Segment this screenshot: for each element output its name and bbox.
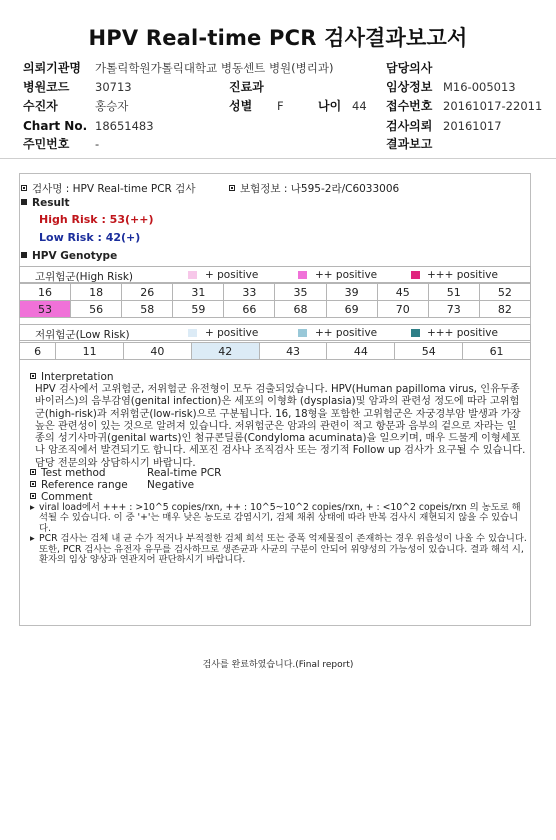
genotype-cell: 6 (20, 343, 56, 360)
genotype-cell: 33 (224, 284, 275, 301)
filled-square-bullet-icon (21, 199, 27, 205)
legend-plus3: +++ positive (427, 327, 498, 339)
chart-no-label: Chart No. (23, 119, 88, 133)
genotype-cell: 82 (479, 301, 530, 318)
legend-swatch-plus3 (411, 329, 420, 337)
genotype-cell: 56 (71, 301, 122, 318)
genotype-cell: 16 (20, 284, 71, 301)
doctor-label: 담당의사 (386, 61, 433, 75)
legend-plus3: +++ positive (427, 269, 498, 281)
low-risk-table (19, 342, 531, 360)
genotype-cell: 66 (224, 301, 275, 318)
legend-swatch-plus (188, 329, 197, 337)
sex-value: F (277, 99, 284, 113)
table-row (20, 284, 531, 301)
genotype-cell: 58 (122, 301, 173, 318)
table-row (20, 301, 531, 318)
genotype-cell: 45 (377, 284, 428, 301)
genotype-cell: 51 (428, 284, 479, 301)
genotype-cell: 40 (124, 343, 192, 360)
low-risk-title: 저위험군(Low Risk) (35, 329, 130, 341)
clinical-info-label: 임상정보 (386, 80, 433, 94)
high-risk-title: 고위험군(High Risk) (35, 271, 133, 283)
high-risk-header (19, 266, 531, 283)
receipt-label: 접수번호 (386, 99, 433, 113)
reference-value: Negative (147, 479, 195, 491)
reference-row (30, 479, 128, 491)
institution-value: 가톨릭학원가톨릭대학교 병동센트 병원(병리과) (95, 61, 334, 75)
interpretation-heading-text: Interpretation (41, 371, 114, 383)
chart-no-value: 18651483 (95, 119, 154, 133)
test-name (21, 181, 195, 196)
insurance-info (229, 181, 399, 196)
comment-text-2: PCR 검사는 검체 내 균 수가 적거나 부적절한 검체 희석 또는 중폭 억제물질이 존재하는 경우 위음성이 나올 수 있습니다. 또한, PCR 검사는 유전자 유무를 검사하므로 생존균과 사균의 구분이 안되어 위양성의 가능성이 있습니다. 결과 해석 시, 환자의 임상 양상과 연관지어 판단하시기 바랍니다. (39, 533, 527, 566)
square-bullet-icon (30, 373, 36, 379)
genotype-cell: 70 (377, 301, 428, 318)
interpretation-body: HPV 검사에서 고위험군, 저위험군 유전형이 모두 검출되었습니다. HPV(Human papilloma virus, 인유두종 바이러스)의 음부감염(genital infection)은 세포의 이형화 (dysplasia)및 암과의 관련성 정도에 따라 고위험군(high-risk)과 저위험군(low-risk)으로 구분됩니다. 16, 18형을 포함한 고위험군은 자궁경부암 발생과 가장 높은 관련성이 있는 것으로 알려져 있습니다. 저위험군은 암과의 관련이 적고 항문과 음부의 겉으로 자라는 일종의 성기사마귀(genital warts)인 첨규콘딜롬(Condyloma acuminata)을 일으키며, 매우 드물게 이형세포나 암조직에서 발견되기도 합니다. 세포진 검사나 조직검사 또는 정기적 Follow up 검사가 요구될 수 있습니다. 담당 전문의와 상담하시기 바랍니다. (35, 384, 526, 469)
high-risk-result: High Risk : 53(++) (39, 213, 154, 226)
rrn-value: - (95, 137, 100, 151)
legend-plus2: ++ positive (315, 269, 378, 281)
legend-swatch-plus2 (298, 329, 307, 337)
list-item (30, 503, 527, 534)
genotype-cell-positive: 53 (20, 301, 71, 318)
insurance-text: 보험정보 : 나595-2라/C6033006 (240, 183, 400, 195)
triangle-bullet-icon: ▸ (30, 533, 35, 545)
legend-swatch-plus3 (411, 271, 420, 279)
genotype-cell: 43 (259, 343, 327, 360)
sex-label: 성별 (229, 99, 253, 113)
test-name-text: 검사명 : HPV Real-time PCR 검사 (32, 183, 196, 195)
table-row (20, 343, 531, 360)
genotype-heading (21, 250, 117, 262)
test-method-label: Test method (41, 467, 106, 479)
genotype-cell-positive: 42 (191, 343, 259, 360)
comment-label: Comment (41, 491, 93, 503)
hospital-code-value: 30713 (95, 80, 132, 94)
receipt-value: 20161017-22011 (443, 99, 543, 113)
footer-status: 검사를 완료하였습니다.(Final report) (202, 660, 354, 670)
genotype-cell: 35 (275, 284, 326, 301)
age-value: 44 (352, 99, 367, 113)
test-method-value: Real-time PCR (147, 467, 222, 479)
test-method-row (30, 467, 106, 479)
genotype-cell: 61 (463, 343, 531, 360)
header-divider (0, 158, 556, 159)
genotype-cell: 44 (327, 343, 395, 360)
genotype-cell: 73 (428, 301, 479, 318)
square-bullet-icon (30, 493, 36, 499)
legend-plus: + positive (205, 327, 259, 339)
comment-text-1: viral load에서 +++ : >10^5 copies/rxn, ++ : 10^5~10^2 copies/rxn, + : <10^2 copeis/rxn 의 농도로 해석될 수 있습니다. 이 중 '+'는 매우 낮은 농도로 감염시기, 검체 채취 상태에 따라 반복 검사시 재현되지 않을 수 있습니다. (39, 502, 521, 534)
dept-label: 진료과 (229, 80, 264, 94)
filled-square-bullet-icon (21, 252, 27, 258)
genotype-cell: 52 (479, 284, 530, 301)
triangle-bullet-icon: ▸ (30, 502, 35, 513)
patient-info-section (0, 0, 556, 160)
rrn-label: 주민번호 (23, 137, 70, 151)
legend-swatch-plus (188, 271, 197, 279)
square-bullet-icon (21, 185, 27, 191)
high-risk-table (19, 283, 531, 318)
genotype-cell: 31 (173, 284, 224, 301)
legend-swatch-plus2 (298, 271, 307, 279)
genotype-cell: 18 (71, 284, 122, 301)
hospital-code-label: 병원코드 (23, 80, 70, 94)
patient-value: 홍승자 (95, 99, 129, 113)
square-bullet-icon (30, 481, 36, 487)
genotype-cell: 11 (56, 343, 124, 360)
square-bullet-icon (229, 185, 235, 191)
result-heading (21, 197, 70, 209)
list-item (30, 534, 527, 565)
comment-list (30, 503, 527, 565)
interpretation-heading (30, 371, 114, 383)
genotype-cell: 39 (326, 284, 377, 301)
genotype-cell: 26 (122, 284, 173, 301)
result-heading-text: Result (32, 197, 70, 209)
genotype-cell: 68 (275, 301, 326, 318)
institution-label: 의뢰기관명 (23, 61, 81, 75)
square-bullet-icon (30, 469, 36, 475)
low-risk-result: Low Risk : 42(+) (39, 231, 141, 244)
report-label: 결과보고 (386, 137, 433, 151)
age-label: 나이 (318, 99, 342, 113)
genotype-cell: 59 (173, 301, 224, 318)
page-title: HPV Real-time PCR 검사결과보고서 (88, 26, 468, 50)
request-label: 검사의뢰 (386, 119, 433, 133)
genotype-heading-text: HPV Genotype (32, 250, 118, 262)
clinical-info-value: M16-005013 (443, 80, 516, 94)
patient-label: 수진자 (23, 99, 58, 113)
legend-plus2: ++ positive (315, 327, 378, 339)
request-value: 20161017 (443, 119, 502, 133)
low-risk-header (19, 324, 531, 341)
genotype-cell: 69 (326, 301, 377, 318)
interpretation-section (31, 384, 526, 470)
reference-label: Reference range (41, 479, 128, 491)
legend-plus: + positive (205, 269, 259, 281)
genotype-cell: 54 (395, 343, 463, 360)
